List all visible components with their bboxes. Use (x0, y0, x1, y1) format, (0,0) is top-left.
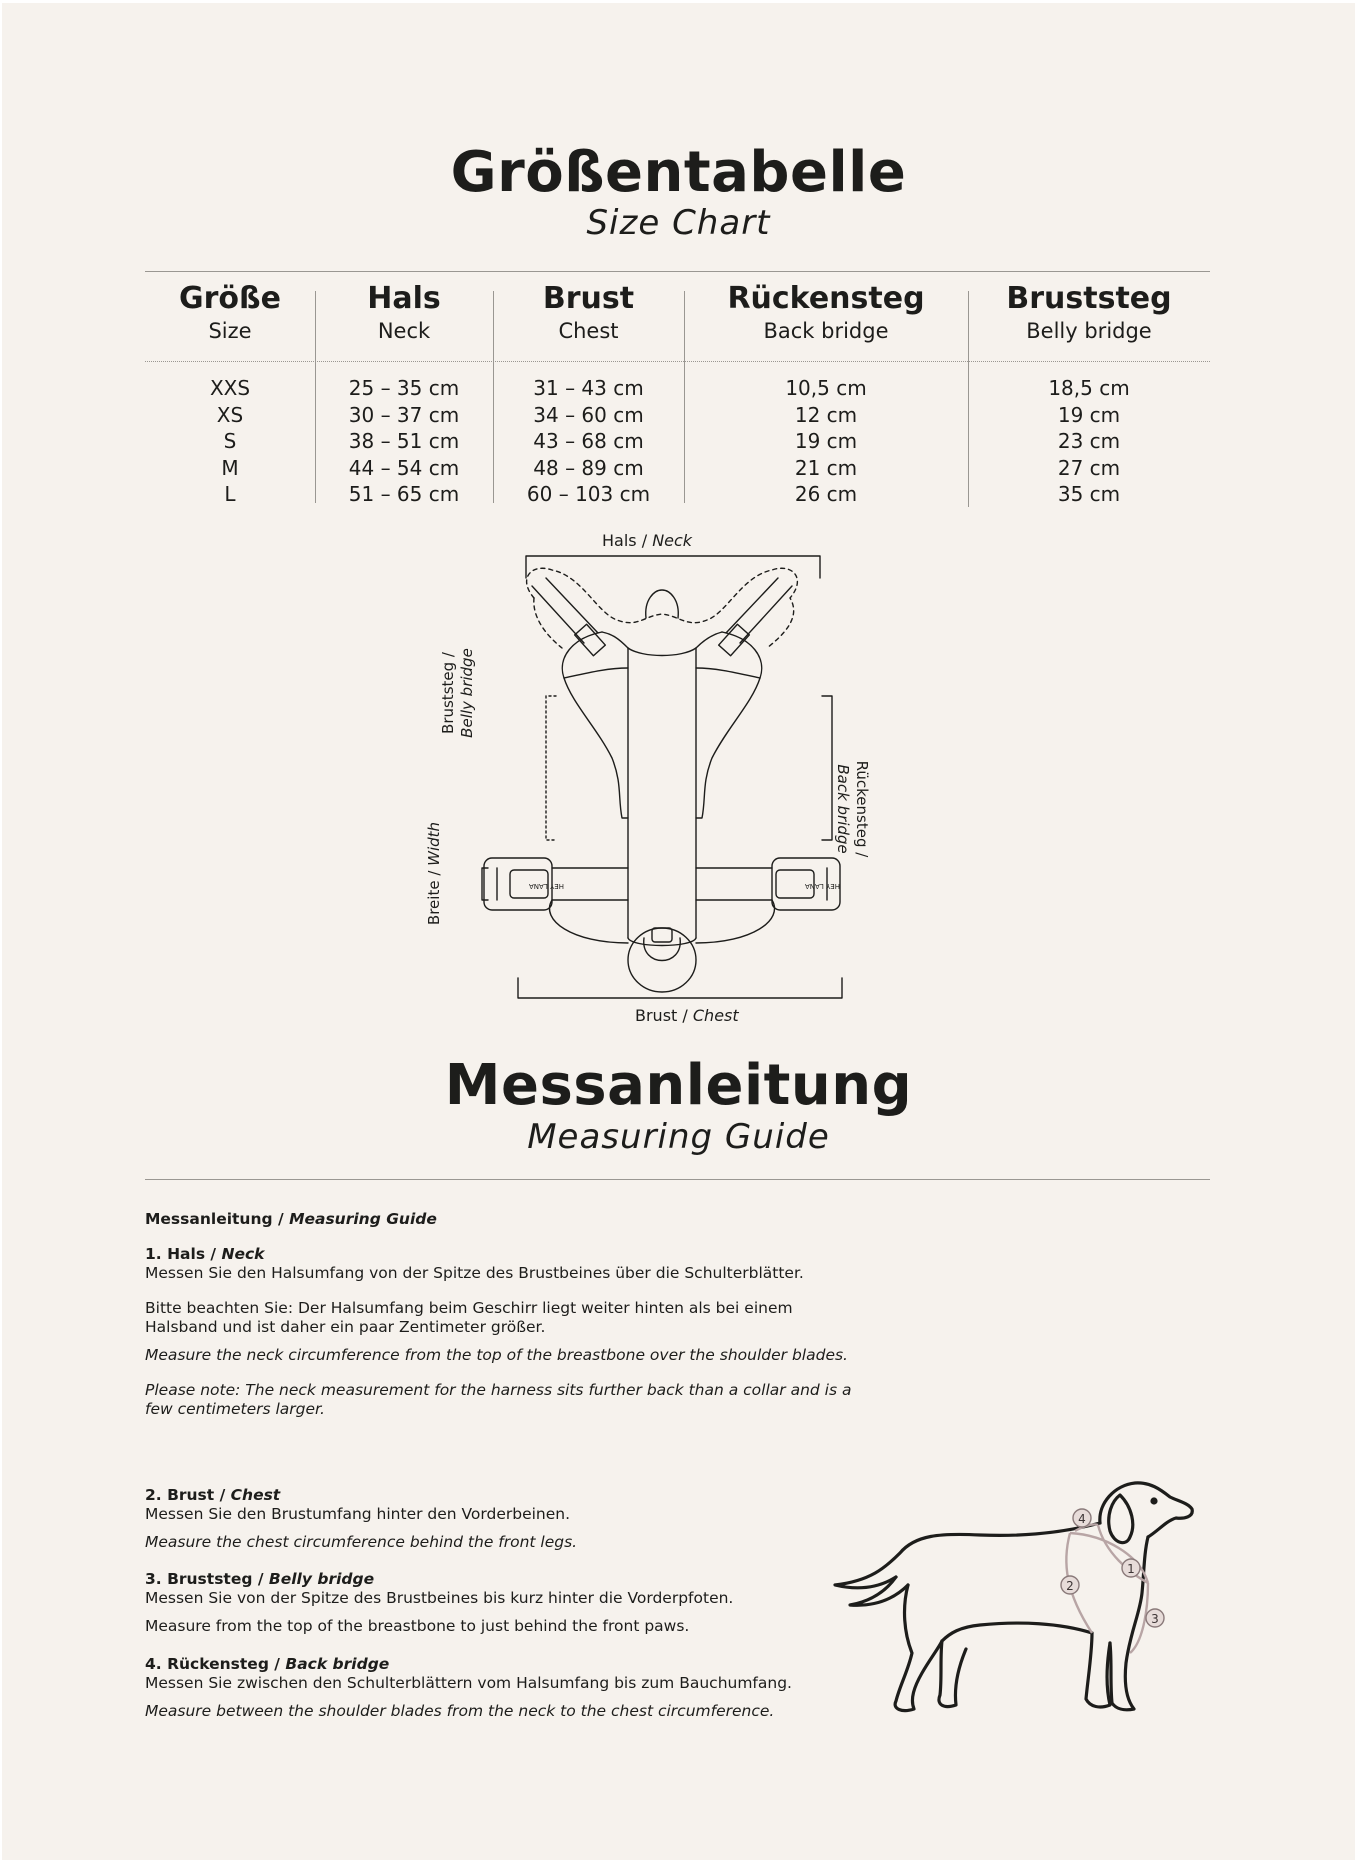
dog-illustration (830, 1473, 1220, 1733)
belly-bridge-bracket (546, 696, 556, 840)
cell: M (221, 455, 239, 480)
column-neck (315, 282, 493, 508)
measuring-rule (145, 1179, 1210, 1180)
column-header-de: Rückensteg (727, 281, 925, 316)
marker-4: 4 (1078, 1512, 1086, 1526)
neck-label-de: Hals / (602, 531, 653, 550)
column-header-en: Chest (558, 319, 619, 343)
cell: 30 – 37 cm (348, 402, 460, 427)
cell: 19 cm (794, 429, 858, 453)
step-4-heading: 4. Rückensteg / Back bridge (145, 1655, 390, 1673)
step-3-text-en: Measure from the top of the breastbone to just behind the front paws. (145, 1617, 690, 1635)
back-bridge-label (831, 709, 871, 909)
column-header-de: Größe (179, 281, 281, 316)
size-chart-title: Größentabelle (450, 140, 907, 205)
cell: 27 cm (1057, 455, 1121, 480)
marker-2: 2 (1066, 1579, 1074, 1593)
cell: 18,5 cm (1048, 376, 1130, 400)
chest-label-en: Chest (692, 1006, 739, 1025)
belly-bridge-label-de: Bruststeg / (439, 652, 457, 734)
cell: 43 – 68 cm (533, 429, 644, 453)
neck-label-en: Neck (652, 531, 693, 550)
cell: 34 – 60 cm (533, 402, 644, 427)
column-header-de: Brust (542, 281, 635, 316)
harness-diagram (422, 528, 902, 1033)
step-2 (145, 1486, 860, 1552)
cell: L (224, 482, 236, 506)
column-header-en: Back bridge (763, 319, 889, 343)
cell: 12 cm (794, 402, 858, 427)
chest-label-de: Brust / (635, 1006, 693, 1025)
column-belly-bridge (968, 282, 1210, 508)
belly-bridge-label-en: Belly bridge (458, 648, 476, 738)
buckle-logo: HEY LANA (804, 882, 840, 890)
belly-bridge-label (439, 593, 479, 793)
size-chart-top-rule (145, 271, 1210, 272)
back-bridge-label-de: Rückensteg / (853, 760, 871, 858)
cell: 38 – 51 cm (348, 429, 460, 453)
cell: 26 cm (794, 482, 858, 506)
column-chest (493, 282, 684, 508)
neck-label (602, 531, 692, 550)
column-header-en: Belly bridge (1026, 319, 1152, 343)
column-size (145, 282, 315, 508)
width-label-de: Breite / (425, 865, 443, 926)
step-4-text-de: Messen Sie zwischen den Schulterblättern vom Halsumfang bis zum Bauchumfang. (145, 1674, 792, 1692)
step-4-text-en: Measure between the shoulder blades from the neck to the chest circumference. (145, 1702, 775, 1720)
cell: 21 cm (794, 455, 858, 480)
step-2-text-en: Measure the chest circumference behind the front legs. (145, 1533, 578, 1551)
neck-measure-line (1098, 1525, 1148, 1583)
width-label-en: Width (425, 821, 443, 866)
neck-bracket (526, 556, 820, 578)
guide-heading: Messanleitung / Measuring Guide (145, 1210, 437, 1228)
cell: 25 – 35 cm (348, 376, 460, 400)
buckle-logo: HEY LANA (528, 882, 564, 890)
cell: 60 – 103 cm (526, 482, 651, 506)
cell: XS (216, 402, 244, 427)
cell: 10,5 cm (785, 376, 867, 400)
column-header-de: Bruststeg (1006, 281, 1172, 316)
cell: S (223, 429, 237, 453)
measuring-title: Messanleitung (444, 1053, 913, 1118)
marker-3: 3 (1151, 1612, 1159, 1626)
step-1-text-en: Measure the neck circumference from the top of the breastbone over the shoulder blades. (145, 1346, 848, 1364)
cell: 51 – 65 cm (348, 482, 460, 506)
measuring-subtitle: Measuring Guide (527, 1117, 830, 1157)
cell: 44 – 54 cm (348, 455, 460, 480)
step-3-heading: 3. Bruststeg / Belly bridge (145, 1570, 375, 1588)
column-header-en: Neck (377, 319, 431, 343)
cell: 23 cm (1057, 429, 1121, 453)
column-header-en: Size (208, 319, 252, 343)
step-2-heading: 2. Brust / Chest (145, 1486, 281, 1504)
column-back-bridge (684, 282, 968, 508)
step-3-text-de: Messen Sie von der Spitze des Brustbeines bis kurz hinter die Vorderpfoten. (145, 1589, 734, 1607)
column-header-de: Hals (367, 281, 441, 316)
step-4 (145, 1655, 860, 1721)
step-1-note-en: Please note: The neck measurement for the harness sits further back than a collar and is a few centimeters larger. (145, 1381, 852, 1418)
measuring-guide (145, 1210, 860, 1419)
back-bridge-label-en: Back bridge (834, 764, 852, 854)
step-1-heading: 1. Hals / Neck (145, 1245, 265, 1263)
step-3 (145, 1570, 860, 1636)
marker-1: 1 (1127, 1562, 1135, 1576)
step-1-text-de: Messen Sie den Halsumfang von der Spitze des Brustbeines über die Schulterblätter. (145, 1264, 804, 1282)
cell: 31 – 43 cm (533, 376, 644, 400)
cell: 19 cm (1057, 402, 1121, 427)
step-1-note-de: Bitte beachten Sie: Der Halsumfang beim Geschirr liegt weiter hinten als bei einem Halsband und ist daher ein paar Zentimeter größer. (145, 1299, 793, 1336)
dog-markers (1061, 1509, 1164, 1627)
page (2, 3, 1355, 1860)
width-bracket (482, 868, 488, 900)
chest-label (635, 1006, 739, 1025)
width-label (425, 811, 443, 936)
step-2-text-de: Messen Sie den Brustumfang hinter den Vorderbeinen. (145, 1505, 571, 1523)
cell: XXS (209, 376, 251, 400)
neck-strap-outline (527, 568, 798, 648)
cell: 35 cm (1057, 482, 1121, 506)
size-chart-subtitle: Size Chart (586, 203, 771, 243)
cell: 48 – 89 cm (533, 455, 644, 480)
